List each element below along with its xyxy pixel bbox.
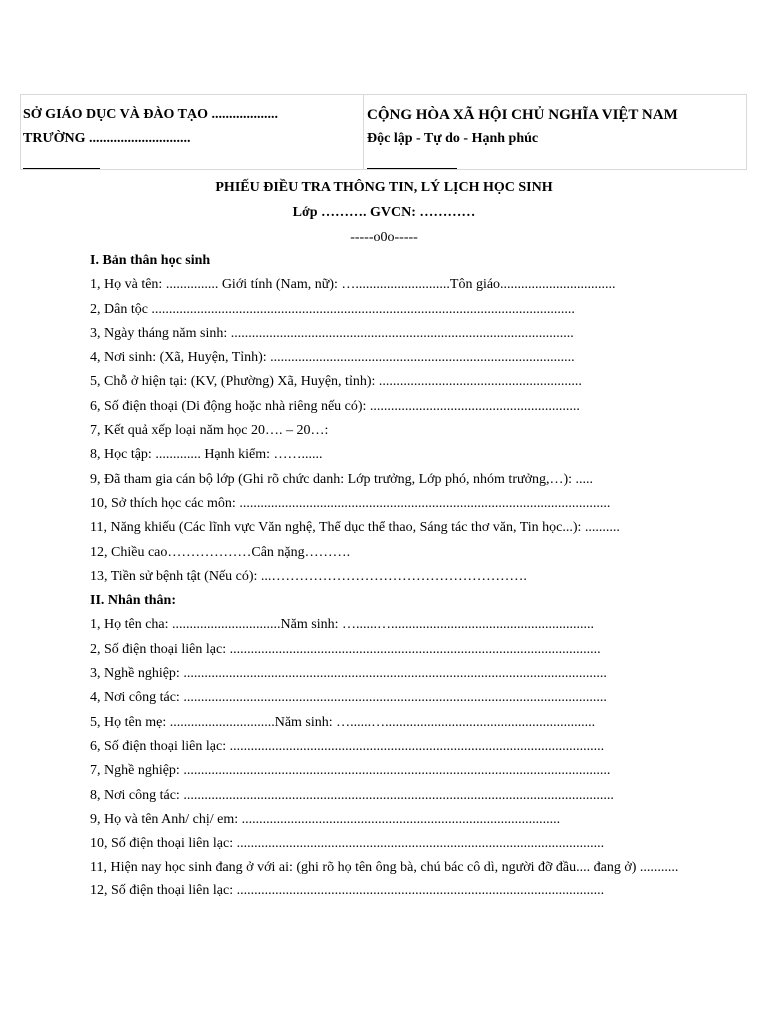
ornament-divider: -----o0o----- [350, 230, 418, 245]
form-subtitle: Lớp ………. GVCN: ………… [292, 205, 476, 220]
form-title: PHIẾU ĐIỀU TRA THÔNG TIN, LÝ LỊCH HỌC SINH [215, 180, 553, 195]
student-field: 8, Học tập: ............. Hạnh kiểm: ……...... [90, 447, 323, 463]
student-field: 12, Chiều cao………………Cân nặng………. [90, 544, 351, 560]
right-underline [367, 151, 457, 169]
student-field: 4, Nơi sinh: (Xã, Huyện, Tỉnh): ....................................................................................... [90, 350, 575, 366]
student-field: 6, Số điện thoại (Di động hoặc nhà riêng nếu có): ............................................................ [90, 398, 580, 414]
family-field: 2, Số điện thoại liên lạc: .......................................................................................................... [90, 641, 601, 657]
student-field: 9, Đã tham gia cán bộ lớp (Ghi rõ chức danh: Lớp trưởng, Lớp phó, nhóm trưởng,…): ..... [90, 471, 594, 487]
header-table [20, 94, 747, 170]
section-heading-student: I. Bản thân học sinh [90, 253, 211, 268]
school-line: TRƯỜNG ............................. [23, 131, 191, 146]
family-field: 6, Số điện thoại liên lạc: ........................................................................................................... [90, 738, 605, 754]
student-field: 10, Sở thích học các môn: .......................................................................................................... [90, 495, 611, 511]
family-field: 8, Nơi công tác: ........................................................................................................................... [90, 787, 614, 803]
form-content [90, 249, 680, 904]
family-field: 3, Nghề nghiệp: ......................................................................................................................... [90, 666, 607, 682]
family-field: 11, Hiện nay học sinh đang ở với ai: (ghi rõ họ tên ông bà, chú bác cô dì, người đỡ đầu.... đang ở) ........... [90, 860, 679, 876]
student-field: 13, Tiền sử bệnh tật (Nếu có): ...………………………………………………. [90, 568, 527, 584]
department-line: SỞ GIÁO DỤC VÀ ĐÀO TẠO ................... [23, 107, 279, 122]
left-underline [23, 151, 100, 169]
national-title: CỘNG HÒA XÃ HỘI CHỦ NGHĨA VIỆT NAM [367, 107, 678, 123]
student-field: 1, Họ và tên: ............... Giới tính (Nam, nữ): …...........................Tôn giáo................................. [90, 277, 616, 293]
family-field: 1, Họ tên cha: ...............................Năm sinh: …......….......................................................... [90, 617, 594, 633]
student-field: 7, Kết quả xếp loại năm học 20…. – 20…: [90, 423, 329, 439]
student-field: 2, Dân tộc ......................................................................................................................... [90, 301, 575, 317]
header-right-cell [364, 95, 746, 169]
student-field: 11, Năng khiếu (Các lĩnh vực Văn nghệ, Thể dục thể thao, Sáng tác thơ văn, Tin học...): .......... [90, 520, 620, 536]
student-field: 3, Ngày tháng năm sinh: .................................................................................................. [90, 325, 574, 341]
family-field: 9, Họ và tên Anh/ chị/ em: ........................................................................................... [90, 811, 561, 827]
family-field: 12, Số điện thoại liên lạc: ......................................................................................................... [90, 883, 605, 899]
family-field: 10, Số điện thoại liên lạc: ......................................................................................................... [90, 836, 605, 852]
family-field: 5, Họ tên mẹ: ..............................Năm sinh: …......…............................................................ [90, 714, 596, 730]
header-left-cell [21, 95, 364, 169]
national-motto: Độc lập - Tự do - Hạnh phúc [367, 131, 539, 146]
section-heading-family: II. Nhân thân: [90, 593, 176, 609]
student-field: 5, Chỗ ở hiện tại: (KV, (Phường) Xã, Huyện, tỉnh): .......................................................... [90, 374, 582, 390]
family-field: 7, Nghề nghiệp: .......................................................................................................................... [90, 763, 611, 779]
family-field: 4, Nơi công tác: ......................................................................................................................... [90, 690, 607, 706]
